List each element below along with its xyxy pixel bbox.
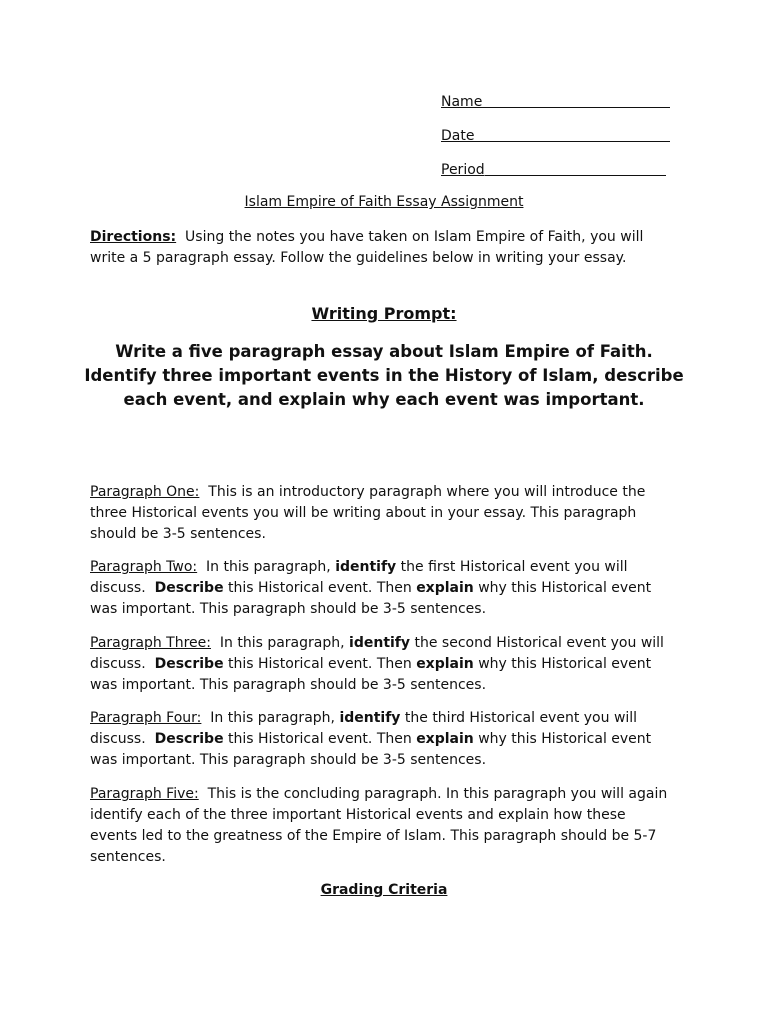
paragraph-two-text: this Historical event. Then	[228, 580, 412, 596]
explain-keyword: explain	[416, 656, 474, 672]
describe-keyword: Describe	[154, 731, 224, 747]
paragraph-two-text: the first Historical event you will discuss.	[90, 559, 628, 596]
paragraph-four	[90, 708, 676, 771]
period-field	[441, 160, 679, 194]
paragraph-four-label: Paragraph Four:	[90, 710, 202, 726]
paragraph-three	[90, 633, 676, 696]
directions-label: Directions:	[90, 229, 177, 245]
paragraph-five-label: Paragraph Five:	[90, 786, 199, 802]
paragraph-five	[90, 784, 676, 868]
paragraph-three-text: why this Historical event was important. This paragraph should be 3-5 sentences.	[90, 656, 652, 693]
describe-keyword: Describe	[154, 656, 224, 672]
explain-keyword: explain	[416, 580, 474, 596]
paragraph-one-text: This is an introductory paragraph where you will introduce the three Historical events you will be writing about in your essay. This paragraph should be 3-5 sentences.	[90, 484, 646, 542]
paragraph-four-text: why this Historical event was important. This paragraph should be 3-5 sentences.	[90, 731, 652, 768]
paragraph-two-text: In this paragraph,	[206, 559, 331, 575]
explain-keyword: explain	[416, 731, 474, 747]
writing-prompt-body: Write a five paragraph essay about Islam Empire of Faith. Identify three important events in the History of Islam, describe each event, and explain why each event was important.	[84, 342, 684, 409]
paragraph-two-label: Paragraph Two:	[90, 559, 198, 575]
paragraph-three-label: Paragraph Three:	[90, 635, 211, 651]
name-blank-line	[482, 107, 670, 108]
date-label: Date	[441, 128, 475, 144]
period-label: Period	[441, 162, 485, 178]
paragraph-three-text: the second Historical event you will discuss.	[90, 635, 664, 672]
directions-block	[90, 227, 670, 269]
paragraph-four-text: the third Historical event you will discuss.	[90, 710, 638, 747]
paragraph-five-text: This is the concluding paragraph. In this paragraph you will again identify each of the three important Historical events and explain how these events led to the greatness of the Empire of Islam. This paragraph should be 5-7 sentences.	[90, 786, 668, 865]
describe-keyword: Describe	[154, 580, 224, 596]
identify-keyword: identify	[349, 635, 411, 651]
paragraph-two	[90, 557, 676, 620]
paragraph-three-text: this Historical event. Then	[228, 656, 412, 672]
paragraph-four-text: this Historical event. Then	[228, 731, 412, 747]
date-field	[441, 126, 679, 160]
paragraph-one	[90, 482, 676, 545]
period-blank-line	[485, 175, 666, 176]
name-field	[441, 92, 679, 126]
identify-keyword: identify	[335, 559, 397, 575]
paragraph-two-text: why this Historical event was important. This paragraph should be 3-5 sentences.	[90, 580, 652, 617]
student-info-fields	[441, 92, 679, 194]
paragraph-one-label: Paragraph One:	[90, 484, 200, 500]
grading-criteria-heading: Grading Criteria	[320, 882, 448, 898]
identify-keyword: identify	[339, 710, 401, 726]
paragraph-three-text: In this paragraph,	[219, 635, 345, 651]
name-label: Name	[441, 94, 483, 110]
writing-prompt-heading: Writing Prompt:	[311, 304, 457, 323]
directions-text: Using the notes you have taken on Islam Empire of Faith, you will write a 5 paragraph essay. Follow the guidelines below in writing your essay.	[90, 229, 644, 266]
document-title: Islam Empire of Faith Essay Assignment	[244, 194, 524, 210]
date-blank-line	[474, 141, 670, 142]
paragraph-four-text: In this paragraph,	[210, 710, 335, 726]
